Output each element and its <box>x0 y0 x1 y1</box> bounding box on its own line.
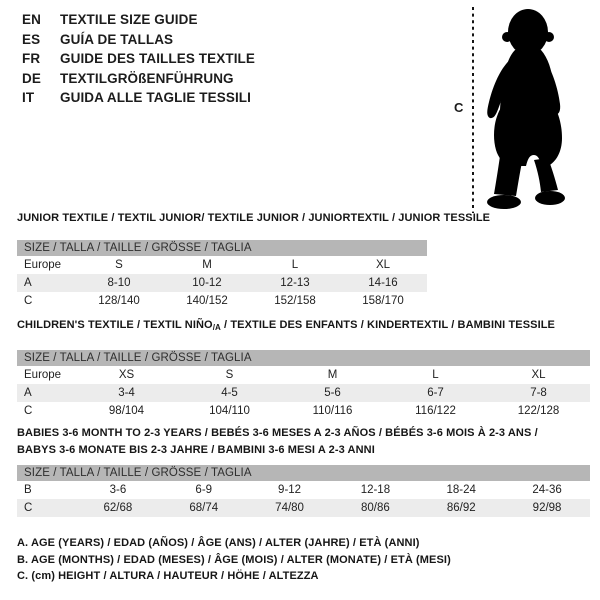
table-cell: 98/104 <box>108 405 145 417</box>
language-code: IT <box>22 90 35 105</box>
table-cell: 68/74 <box>161 499 247 517</box>
childrens-textile-section <box>17 318 590 423</box>
table-cell: 116/122 <box>415 405 456 417</box>
table-cell: 140/152 <box>186 295 228 307</box>
babies-size-table <box>17 465 590 517</box>
legend-line-b: B. AGE (MONTHS) / EDAD (MESES) / ÂGE (MOIS) / ALTER (MONATE) / ETÀ (MESI) <box>17 553 451 566</box>
table-cell: 7-8 <box>487 384 590 402</box>
table-cell: L <box>291 259 299 271</box>
table-cell: 4-5 <box>178 384 281 402</box>
table-cell: 152/158 <box>274 295 316 307</box>
table-cell: 158/170 <box>362 295 404 307</box>
table-cell: XL <box>375 259 391 271</box>
title-text: JUNIOR TEXTILE / TEXTIL JUNIOR/ TEXTILE JUNIOR / JUNIORTEXTIL / JUNIOR TESSILE <box>17 212 491 224</box>
language-code: EN <box>22 12 41 27</box>
size-header-bar: SIZE / TALLA / TAILLE / GRÖSSE / TAGLIA <box>17 465 590 481</box>
table-cell: 128/140 <box>98 295 140 307</box>
table-cell: M <box>202 259 212 271</box>
language-label: GUIDE DES TAILLES TEXTILE <box>60 51 256 66</box>
table-cell: 12-18 <box>360 484 391 496</box>
toddler-silhouette-icon <box>482 6 600 214</box>
table-row <box>17 481 590 499</box>
dashed-measure-line <box>471 7 475 213</box>
height-measure-figure <box>440 0 600 222</box>
junior-size-table <box>17 240 427 310</box>
table-row <box>17 366 590 384</box>
table-cell: XL <box>531 369 546 381</box>
title-text: CHILDREN'S TEXTILE / TEXTIL NIÑO <box>17 319 213 331</box>
row-label: A <box>17 384 75 402</box>
table-row <box>17 292 427 310</box>
table-cell: L <box>432 369 439 381</box>
language-label: TEXTILGRÖßENFÜHRUNG <box>60 70 234 86</box>
table-cell: 24-36 <box>532 484 562 496</box>
table-cell: S <box>115 259 123 271</box>
table-cell: 80/86 <box>332 499 418 517</box>
table-cell: M <box>327 369 338 381</box>
junior-textile-section <box>17 211 491 316</box>
table-cell: 6-7 <box>384 384 487 402</box>
row-label: Europe <box>24 369 62 381</box>
language-row <box>22 51 255 71</box>
table-cell: 12-13 <box>251 274 339 292</box>
table-cell: 104/110 <box>209 405 250 417</box>
table-cell: 122/128 <box>517 405 560 417</box>
childrens-table-title <box>17 318 590 335</box>
table-cell: 62/68 <box>75 499 161 517</box>
language-label: TEXTILE SIZE GUIDE <box>60 12 198 27</box>
language-row <box>22 71 255 91</box>
measure-label-c: C <box>454 100 464 115</box>
table-cell: 8-10 <box>75 274 163 292</box>
row-label: C <box>24 295 33 307</box>
language-label: GUÍA DE TALLAS <box>60 31 174 47</box>
table-cell: 86/92 <box>418 499 504 517</box>
table-row <box>17 274 427 292</box>
row-label: C <box>24 405 33 417</box>
language-code: DE <box>22 70 41 86</box>
table-cell: S <box>225 369 234 381</box>
title-text: BABIES 3-6 MONTH TO 2-3 YEARS / BEBÉS 3-6 MESES A 2-3 AÑOS / BÉBÉS 3-6 MOIS À 2-3 ANS / <box>17 427 538 439</box>
table-cell: 14-16 <box>339 274 427 292</box>
table-cell: 18-24 <box>446 484 476 496</box>
title-subscript: /A <box>212 323 221 332</box>
table-row <box>17 256 427 274</box>
language-code: FR <box>22 51 41 66</box>
language-row <box>22 32 255 52</box>
language-label: GUIDA ALLE TAGLIE TESSILI <box>60 90 251 105</box>
legend-line-c: C. (cm) HEIGHT / ALTURA / HAUTEUR / HÖHE / ALTEZZA <box>17 570 319 582</box>
table-cell: 3-4 <box>75 384 178 402</box>
table-row <box>17 402 590 420</box>
title-line2: BABYS 3-6 MONATE BIS 2-3 JAHRE / BAMBINI 3-6 MESI A 2-3 ANNI <box>17 444 375 456</box>
table-cell: 6-9 <box>195 484 213 496</box>
row-label: A <box>17 274 75 292</box>
babies-table-title <box>17 426 590 457</box>
language-code: ES <box>22 31 41 47</box>
title-text: / TEXTILE DES ENFANTS / KINDERTEXTIL / BAMBINI TESSILE <box>220 319 555 331</box>
legend-line-a: A. AGE (YEARS) / EDAD (AÑOS) / ÂGE (ANS) / ALTER (JAHRE) / ETÀ (ANNI) <box>17 537 420 549</box>
table-row <box>17 384 590 402</box>
table-cell: XS <box>118 369 135 381</box>
table-row <box>17 499 590 517</box>
junior-table-title <box>17 211 491 228</box>
table-cell: 10-12 <box>163 274 251 292</box>
table-cell: 110/116 <box>312 405 353 417</box>
language-title-block <box>22 12 255 110</box>
measurement-legend <box>17 535 451 585</box>
table-cell: 92/98 <box>504 499 590 517</box>
row-label: B <box>24 484 32 496</box>
size-header-bar: SIZE / TALLA / TAILLE / GRÖSSE / TAGLIA <box>17 240 427 256</box>
size-header-bar: SIZE / TALLA / TAILLE / GRÖSSE / TAGLIA <box>17 350 590 366</box>
row-label: Europe <box>24 259 62 271</box>
language-row <box>22 90 255 110</box>
row-label: C <box>17 499 75 517</box>
table-cell: 5-6 <box>281 384 384 402</box>
table-cell: 3-6 <box>109 484 127 496</box>
table-cell: 74/80 <box>247 499 333 517</box>
childrens-size-table <box>17 350 590 420</box>
table-cell: 9-12 <box>278 484 302 496</box>
language-row <box>22 12 255 32</box>
babies-textile-section <box>17 426 590 521</box>
